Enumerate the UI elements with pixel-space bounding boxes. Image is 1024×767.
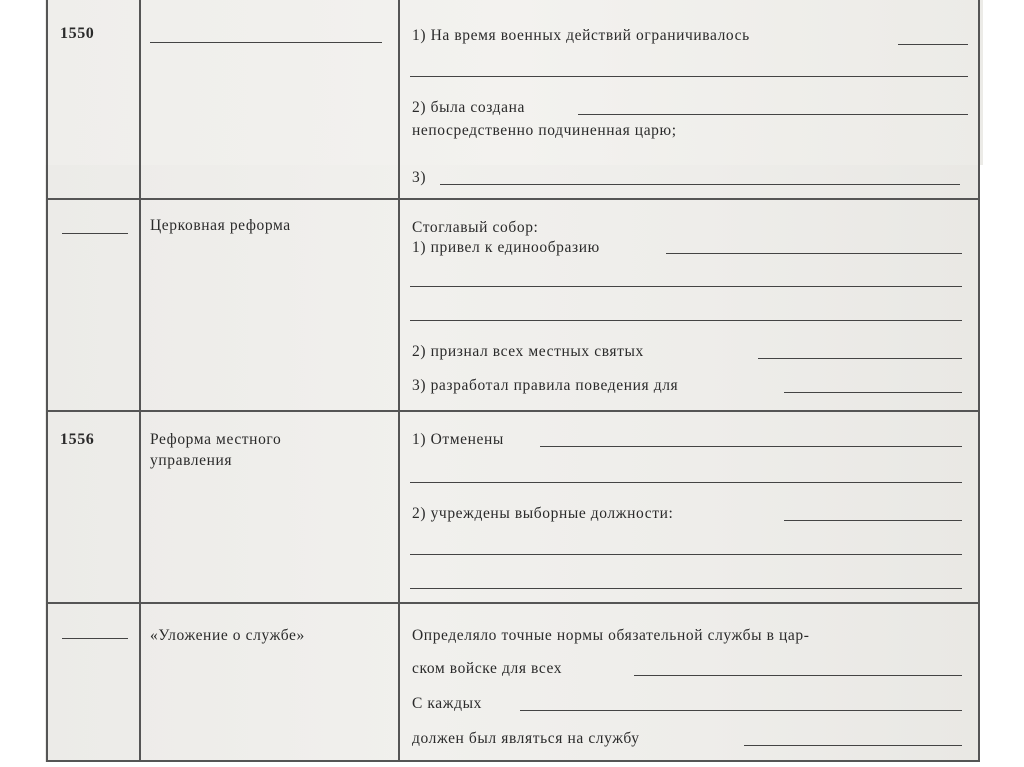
row4-item-line1: Определяло точные нормы обязательной службы в цар- [412,627,810,644]
row1-item3-blank[interactable] [440,184,960,185]
row3-item2-blank-b[interactable] [410,554,962,555]
row2-item3-blank[interactable] [784,392,962,393]
row2-item1: 1) привел к единообразию [412,239,600,256]
row4-item-each-blank[interactable] [520,710,962,711]
row4-year-blank[interactable] [62,638,128,639]
row1-item1-blank-b[interactable] [410,76,968,77]
row3-item1: 1) Отменены [412,431,504,448]
row3-item2-blank-a[interactable] [784,520,962,521]
table-border-left [46,0,48,762]
row3-item2-blank-c[interactable] [410,588,962,589]
row3-item1-blank-b[interactable] [410,482,962,483]
table-divider-2 [398,0,400,762]
row4-item-line2-blank[interactable] [634,675,962,676]
row4-item-service-blank[interactable] [744,745,962,746]
table-border-right [978,0,980,762]
row3-item2: 2) учреждены выборные должности: [412,505,674,522]
row1-name-blank[interactable] [150,42,382,43]
row1-item2: 2) была создана [412,99,525,116]
row3-item1-blank-a[interactable] [540,446,962,447]
row1-item3: 3) [412,169,427,186]
row2-item1-blank-b[interactable] [410,286,962,287]
row4-item-each: С каждых [412,695,482,712]
row-divider-3 [46,602,979,604]
row2-name: Церковная реформа [150,217,291,234]
row4-name: «Уложение о службе» [150,627,305,644]
row2-item1-blank-c[interactable] [410,320,962,321]
table-border-bottom [46,760,979,762]
row1-year: 1550 [60,25,95,42]
row-divider-1 [46,198,979,200]
row4-item-line2: ском войске для всех [412,660,563,677]
row1-item2-cont: непосредственно подчиненная царю; [412,122,677,139]
row1-item1: 1) На время военных действий ограничивалось [412,27,750,44]
row3-year: 1556 [60,431,95,448]
row3-name-line1: Реформа местного [150,431,282,448]
row2-item2: 2) признал всех местных святых [412,343,644,360]
row4-item-service: должен был являться на службу [412,730,640,747]
row2-item-title: Стоглавый собор: [412,219,539,236]
row1-item2-blank[interactable] [578,114,968,115]
row2-item1-blank-a[interactable] [666,253,962,254]
row-divider-2 [46,410,979,412]
row2-item2-blank[interactable] [758,358,962,359]
row1-item1-blank-a[interactable] [898,44,968,45]
row3-name-line2: управления [150,452,233,469]
table-divider-1 [139,0,141,762]
row2-year-blank[interactable] [62,233,128,234]
row2-item3: 3) разработал правила поведения для [412,377,679,394]
